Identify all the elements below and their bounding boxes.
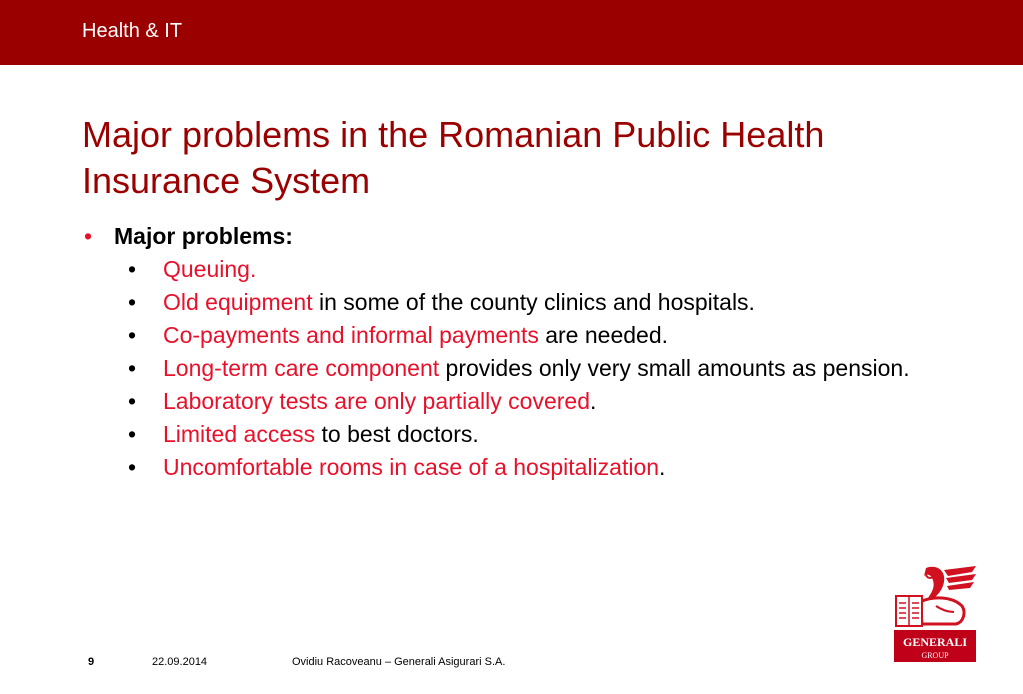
section-label: Major problems: xyxy=(114,223,293,249)
list-item xyxy=(84,385,924,418)
item-highlight: Long-term care component xyxy=(163,355,440,381)
footer-author: Ovidiu Racoveanu – Generali Asigurari S.A. xyxy=(292,656,506,668)
item-text: in some of the county clinics and hospitals. xyxy=(312,289,755,315)
header-title: Health & IT xyxy=(82,20,183,42)
page-number: 9 xyxy=(88,656,95,668)
list-item xyxy=(84,352,924,385)
bullet-icon: • xyxy=(128,355,137,381)
bullet-icon: • xyxy=(128,421,137,447)
header-bar xyxy=(0,0,1023,65)
item-highlight: Queuing. xyxy=(163,256,257,282)
item-highlight: Co-payments and informal payments xyxy=(163,322,539,348)
slide-content xyxy=(84,220,924,484)
item-highlight: Old equipment xyxy=(163,289,313,315)
footer-date: 22.09.2014 xyxy=(152,656,208,668)
item-text: are needed. xyxy=(538,322,669,348)
item-highlight: Laboratory tests are only partially covered xyxy=(163,388,590,414)
bullet-icon: • xyxy=(128,289,137,315)
list-item xyxy=(84,253,924,286)
bullet-icon: • xyxy=(128,256,137,282)
logo-brand: GENERALI xyxy=(902,635,968,649)
list-item xyxy=(84,451,924,484)
bullet-icon: • xyxy=(128,454,137,480)
list-item xyxy=(84,319,924,352)
item-text: provides only very small amounts as pension. xyxy=(439,355,910,381)
item-text: . xyxy=(590,388,597,414)
bullet-icon: • xyxy=(128,322,137,348)
bullet-icon: • xyxy=(84,223,93,249)
item-text: . xyxy=(659,454,666,480)
item-highlight: Uncomfortable rooms in case of a hospitalization xyxy=(163,454,660,480)
section-heading xyxy=(84,220,924,253)
item-highlight: Limited access xyxy=(163,421,316,447)
item-text: to best doctors. xyxy=(315,421,479,447)
logo-sub: GROUP xyxy=(921,651,949,660)
generali-lion-logo xyxy=(892,562,978,662)
bullet-icon: • xyxy=(128,388,137,414)
list-item xyxy=(84,286,924,319)
list-item xyxy=(84,418,924,451)
slide-title: Major problems in the Romanian Public Health Insurance System xyxy=(82,114,825,201)
